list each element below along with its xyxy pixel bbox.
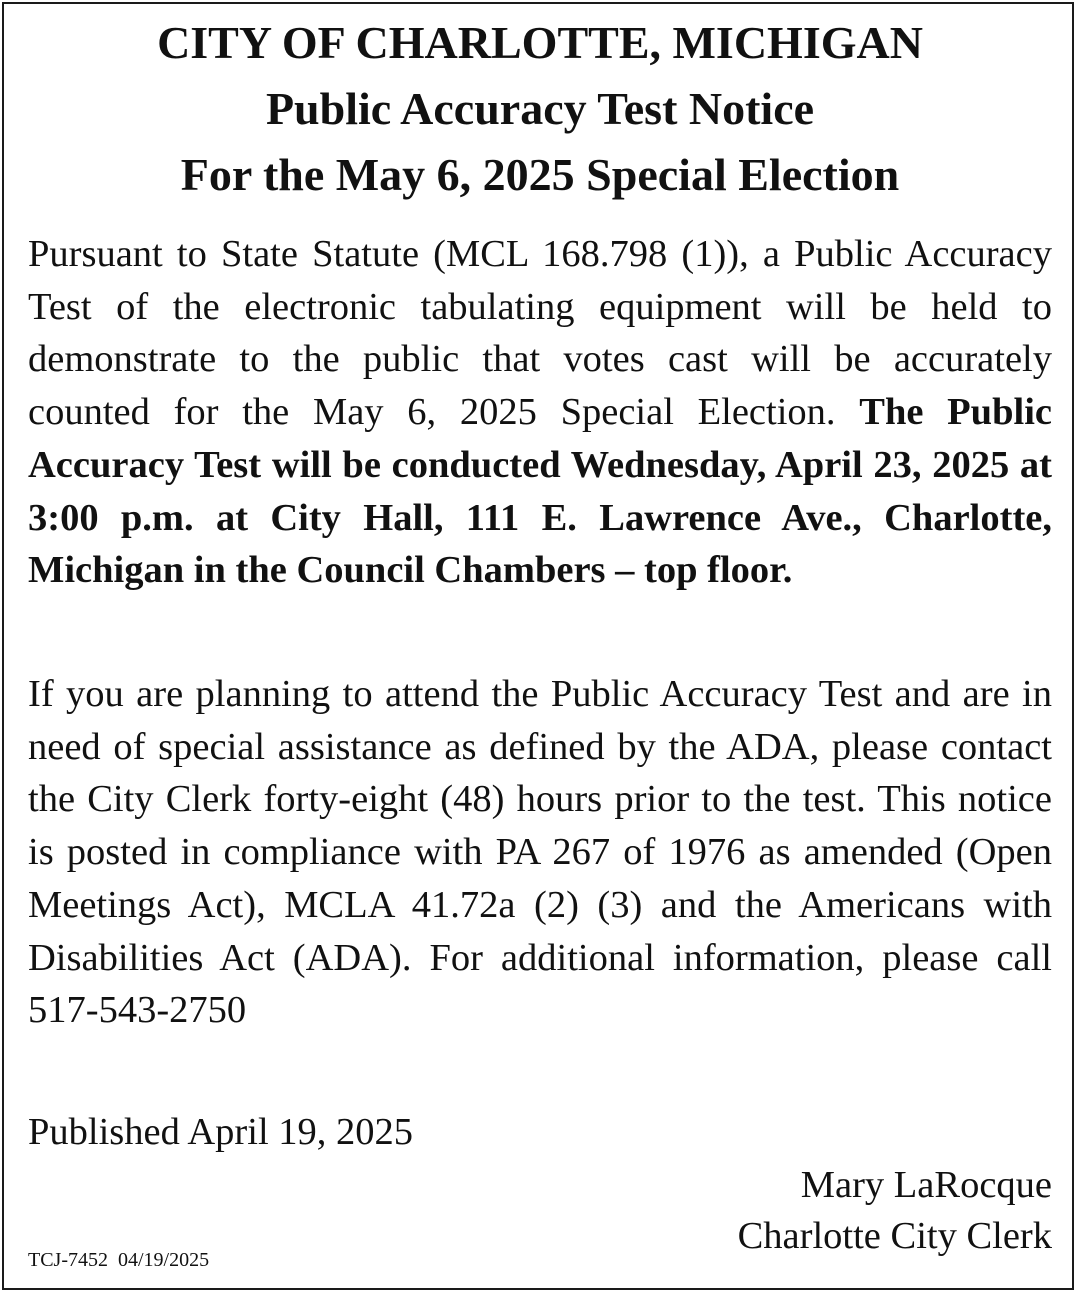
notice-paragraph-2: If you are planning to attend the Public Accuracy Test and are in need of special assistance as defined by the ADA, please contact the City Clerk forty-eight (48) hours prior to the test. This notice is posted in compliance with PA 267 of 1976 as amended (Open Meetings Act), MCLA 41.72a (2) (3) and the Americans with Disabilities Act (ADA). For additional information, please call 517-543-2750: [28, 673, 1052, 1032]
notice-election-line: For the May 6, 2025 Special Election: [180, 149, 900, 200]
published-date: Published April 19, 2025: [28, 1111, 414, 1153]
notice-paragraph-1: [28, 228, 1052, 597]
notice-title: CITY OF CHARLOTTE, MICHIGAN: [157, 17, 923, 68]
notice-subtitle: Public Accuracy Test Notice: [265, 83, 815, 134]
signer-name: Mary LaRocque: [800, 1164, 1052, 1206]
paragraph-1-intro: Pursuant to State Statute (MCL 168.798 (1)), a Public Accuracy Test of the electronic tabulating equipment will be held to demonstrate to the public that votes cast will be accurately counted for the May 6, 2025 Special Election.: [28, 233, 1052, 434]
signer-title: Charlotte City Clerk: [737, 1215, 1052, 1257]
ad-code: TCJ-7452 04/19/2025: [28, 1249, 210, 1271]
paragraph-1-bold-details: The Public Accuracy Test will be conducted Wednesday, April 23, 2025 at 3:00 p.m. at City Hall, 111 E. Lawrence Ave., Charlotte, Michigan in the Council Chambers – top floor.: [28, 391, 1052, 592]
signature-block: [738, 1160, 1052, 1262]
